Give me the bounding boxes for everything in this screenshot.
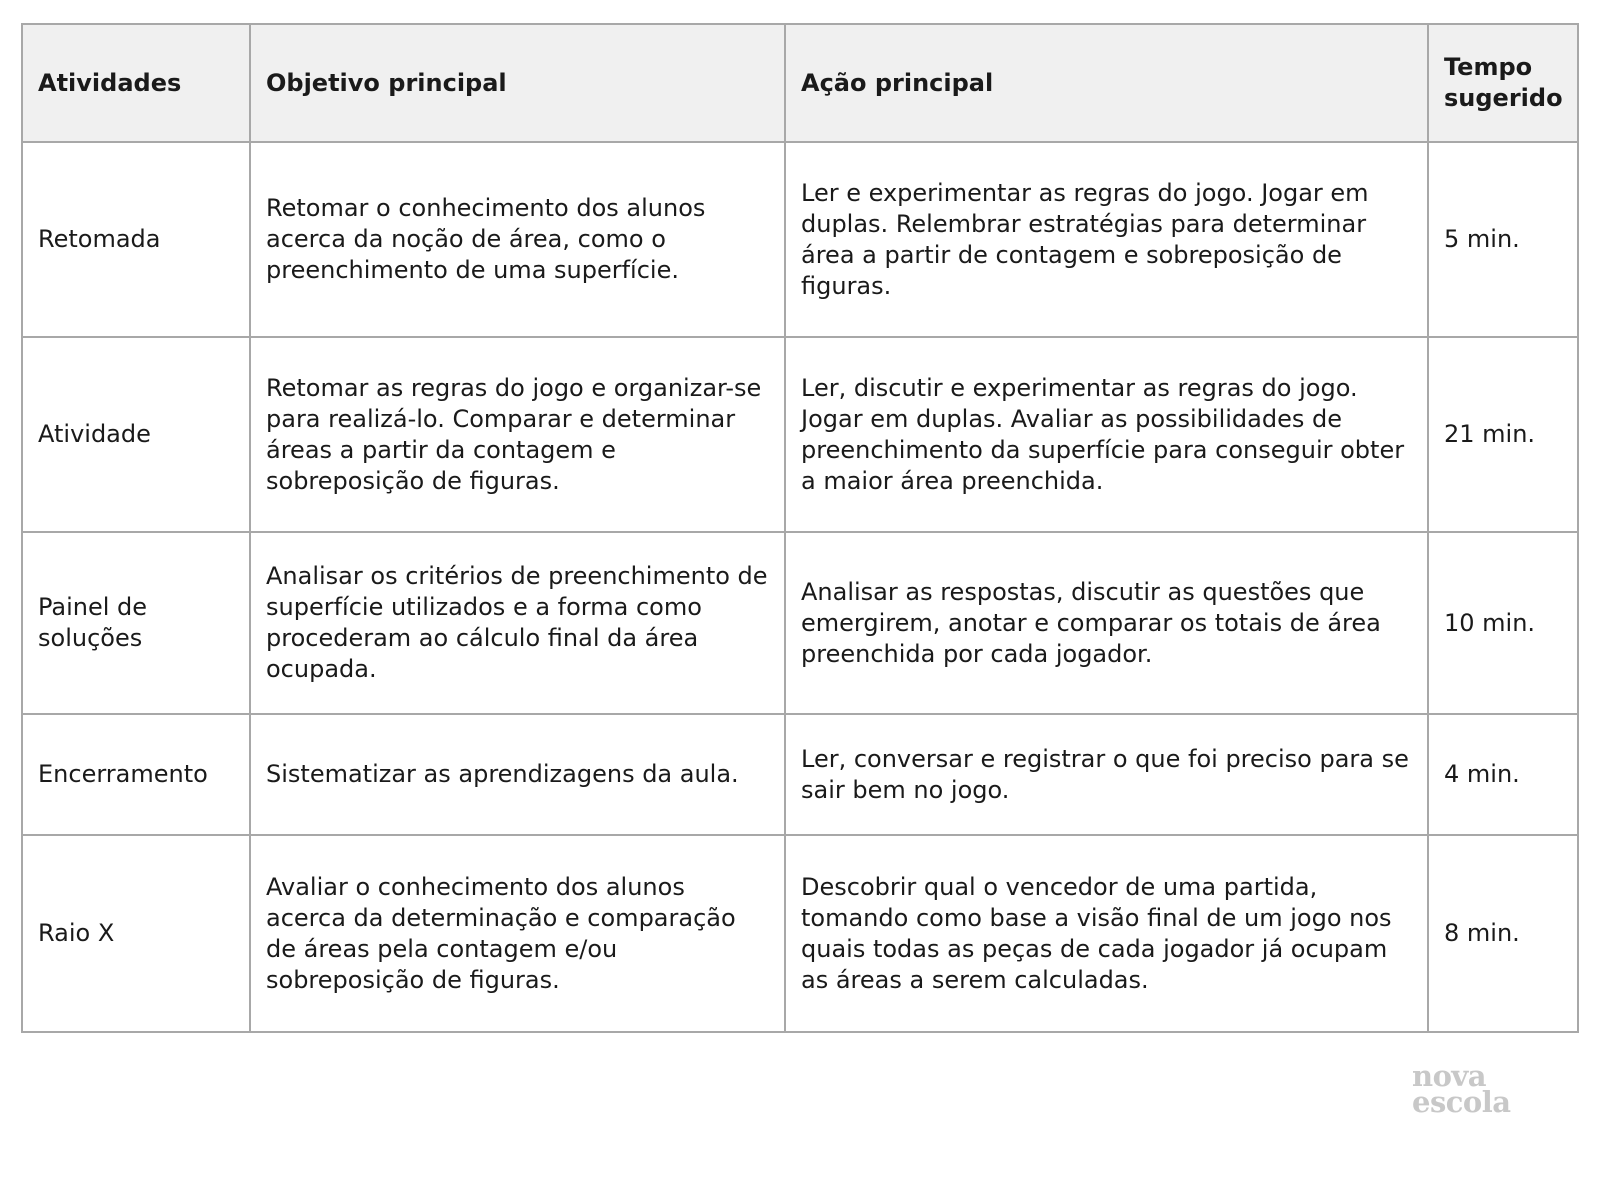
header-tempo-sugerido: Tempo sugerido [1428, 24, 1578, 142]
header-atividades: Atividades [22, 24, 250, 142]
cell-acao: Analisar as respostas, discutir as questões que emergirem, anotar e comparar os totais de área preenchida por cada jogador. [785, 532, 1428, 714]
cell-atividade: Painel de soluções [22, 532, 250, 714]
cell-tempo: 8 min. [1428, 835, 1578, 1032]
logo-line-1: nova [1412, 1059, 1487, 1093]
cell-atividade: Retomada [22, 142, 250, 337]
logo-line-2: escola [1412, 1085, 1511, 1119]
cell-objetivo: Sistematizar as aprendizagens da aula. [250, 714, 785, 835]
cell-acao: Descobrir qual o vencedor de uma partida, tomando como base a visão final de um jogo nos quais todas as peças de cada jogador já ocupam as áreas a serem calculadas. [785, 835, 1428, 1032]
cell-atividade: Encerramento [22, 714, 250, 835]
cell-tempo: 5 min. [1428, 142, 1578, 337]
cell-objetivo: Retomar as regras do jogo e organizar-se para realizá-lo. Comparar e determinar áreas a partir da contagem e sobreposição de figuras. [250, 337, 785, 532]
table-row [22, 337, 1578, 532]
header-objetivo-principal: Objetivo principal [250, 24, 785, 142]
nova-escola-logo [1412, 1059, 1532, 1119]
cell-objetivo: Avaliar o conhecimento dos alunos acerca da determinação e comparação de áreas pela contagem e/ou sobreposição de figuras. [250, 835, 785, 1032]
table-row [22, 835, 1578, 1032]
cell-objetivo: Analisar os critérios de preenchimento de superfície utilizados e a forma como procederam ao cálculo final da área ocupada. [250, 532, 785, 714]
table-header-row [22, 24, 1578, 142]
table-row [22, 714, 1578, 835]
header-acao-principal: Ação principal [785, 24, 1428, 142]
cell-atividade: Raio X [22, 835, 250, 1032]
cell-tempo: 21 min. [1428, 337, 1578, 532]
table-row [22, 532, 1578, 714]
cell-atividade: Atividade [22, 337, 250, 532]
cell-acao: Ler, discutir e experimentar as regras do jogo. Jogar em duplas. Avaliar as possibilidades de preenchimento da superfície para conseguir obter a maior área preenchida. [785, 337, 1428, 532]
cell-acao: Ler, conversar e registrar o que foi preciso para se sair bem no jogo. [785, 714, 1428, 835]
lesson-plan-table [21, 23, 1579, 1033]
cell-tempo: 10 min. [1428, 532, 1578, 714]
cell-acao: Ler e experimentar as regras do jogo. Jogar em duplas. Relembrar estratégias para determinar área a partir de contagem e sobreposição de figuras. [785, 142, 1428, 337]
cell-objetivo: Retomar o conhecimento dos alunos acerca da noção de área, como o preenchimento de uma superfície. [250, 142, 785, 337]
cell-tempo: 4 min. [1428, 714, 1578, 835]
table-row [22, 142, 1578, 337]
